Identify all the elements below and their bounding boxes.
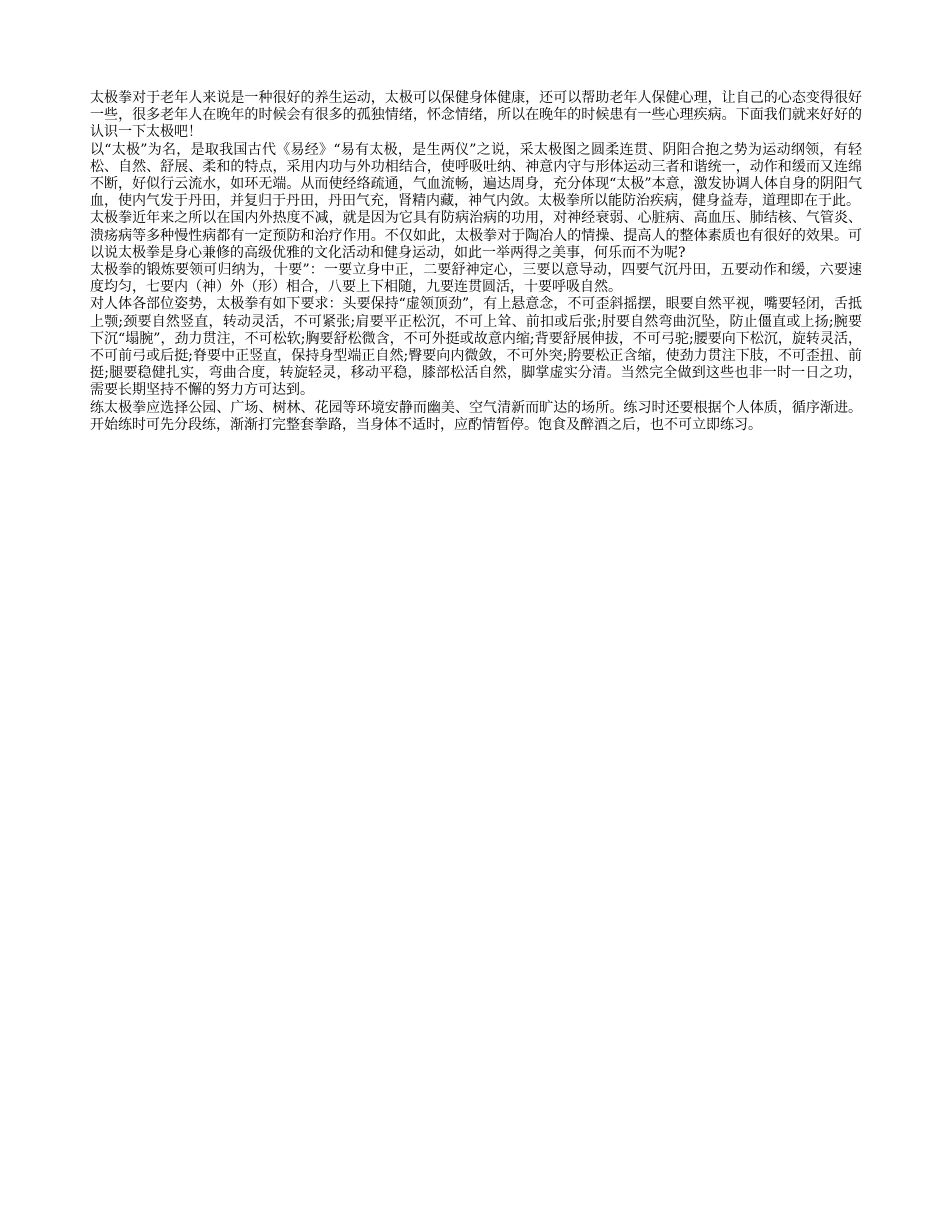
paragraph-name-origin: 以“太极”为名，是取我国古代《易经》“易有太极，是生两仪”之说，采太极图之圆柔连贯、阴阳合抱之势为运动纲领，有轻松、自然、舒展、柔和的特点，采用内功与外功相结合，使呼吸吐纳、神意内守与形体运动三者和谐统一，动作和缓而又连绵不断，好似行云流水，如环无端。从而使经络疏通，气血流畅，遍达周身，充分体现“太极”本意，激发协调人体自身的阴阳气血，使内气发于丹田，并复归于丹田，丹田气充，肾精内藏，神气内敛。太极拳所以能防治疾病，健身益寿，道理即在于此。 (90, 141, 862, 210)
paragraph-practice-advice: 练太极拳应选择公园、广场、树林、花园等环境安静而幽美、空气清新而旷达的场所。练习时还要根据个人体质，循序渐进。开始练时可先分段练，渐渐打完整套拳路，当身体不适时，应酌情暂停。饱食及醉酒之后，也不可立即练习。 (90, 399, 862, 433)
paragraph-intro: 太极拳对于老年人来说是一种很好的养生运动，太极可以保健身体健康，还可以帮助老年人保健心理，让自己的心态变得很好一些，很多老年人在晚年的时候会有很多的孤独情绪，怀念情绪，所以在晚年的时候患有一些心理疾病。下面我们就来好好的认识一下太极吧！ (90, 90, 862, 141)
paragraph-health-benefits: 太极拳近年来之所以在国内外热度不减，就是因为它具有防病治病的功用，对神经衰弱、心脏病、高血压、肺结核、气管炎、溃疡病等多种慢性病都有一定预防和治疗作用。不仅如此，太极拳对于陶冶人的情操、提高人的整体素质也有很好的效果。可以说太极拳是身心兼修的高级优雅的文化活动和健身运动，如此一举两得之美事，何乐而不为呢? (90, 210, 862, 261)
document-body (90, 90, 862, 434)
paragraph-ten-essentials: 太极拳的锻炼要领可归纳为，十要”：一要立身中正，二要舒神定心，三要以意导动，四要气沉丹田，五要动作和缓，六要速度均匀，七要内（神）外（形）相合，八要上下相随，九要连贯圆活，十要呼吸自然。 (90, 262, 862, 296)
paragraph-posture-requirements: 对人体各部位姿势，太极拳有如下要求：头要保持“虚领顶劲”，有上悬意念，不可歪斜摇摆，眼要自然平视，嘴要轻闭，舌抵上颚;颈要自然竖直，转动灵活，不可紧张;肩要平正松沉，不可上耸、前扣或后张;肘要自然弯曲沉坠，防止僵直或上扬;腕要下沉“塌腕”，劲力贯注，不可松软;胸要舒松微含，不可外挺或故意内缩;背要舒展伸拔，不可弓驼;腰要向下松沉，旋转灵活，不可前弓或后挺;脊要中正竖直，保持身型端正自然;臀要向内微敛，不可外突;胯要松正含缩，使劲力贯注下肢，不可歪扭、前挺;腿要稳健扎实，弯曲合度，转旋轻灵，移动平稳，膝部松活自然，脚掌虚实分清。当然完全做到这些也非一时一日之功，需要长期坚持不懈的努力方可达到。 (90, 296, 862, 399)
